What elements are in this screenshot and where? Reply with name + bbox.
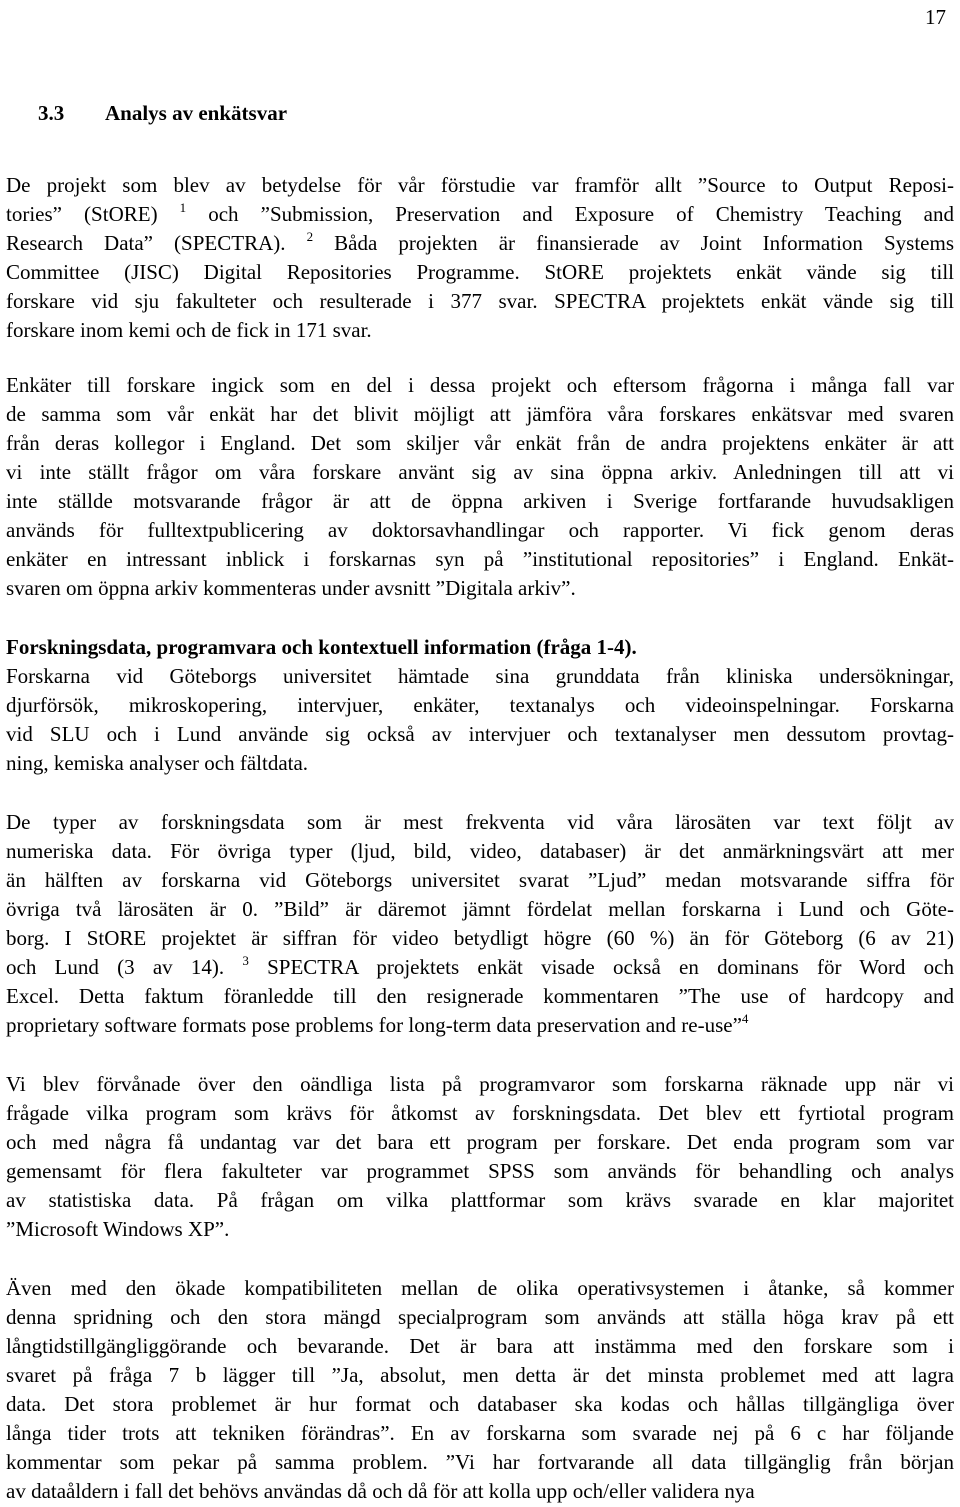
text-line	[6, 924, 954, 953]
text-segment: inte ställde motsvarande frågor är att de öppna arkiven i Sverige fortfarande huvudsakligen	[6, 489, 954, 513]
text-line	[6, 200, 954, 229]
text-segment: svaret på fråga 7 b lägger till ”Ja, absolut, men detta är det minsta problemet med att lagra	[6, 1363, 954, 1387]
text-line	[6, 1477, 954, 1506]
text-line	[6, 487, 954, 516]
text-segment: långtidstillgängliggörande och bevarande. Det är bara att instämma med den forskare som i	[6, 1334, 954, 1358]
text-segment: av dataåldern i fall det behövs användas då och då för att kolla upp och/eller validera nya	[6, 1479, 755, 1503]
text-line	[6, 1390, 954, 1419]
text-line	[6, 1215, 954, 1244]
text-segment: Forskningsdata, programvara och kontextuell information (fråga 1-4).	[6, 635, 637, 659]
text-segment: Vi blev förvånade över den oändliga lista på programvaror som forskarna räknade upp när vi	[6, 1072, 954, 1096]
text-segment: Även med den ökade kompatibiliteten mellan de olika operativsystemen i åtanke, så kommer	[6, 1276, 954, 1300]
text-line	[6, 1128, 954, 1157]
text-line	[6, 837, 954, 866]
text-line	[6, 1332, 954, 1361]
text-segment: ”Microsoft Windows XP”.	[6, 1217, 230, 1241]
text-segment: forskare inom kemi och de fick in 171 svar.	[6, 318, 372, 342]
text-segment: gemensamt för flera fakulteter var programmet SPSS som används för behandling och analys	[6, 1159, 954, 1183]
text-segment: de samma som vår enkät har det blivit möjligt att jämföra våra forskares enkätsvar med svaren	[6, 402, 954, 426]
text-segment: Committee (JISC) Digital Repositories Programme. StORE projektets enkät vände sig till	[6, 260, 954, 284]
text-segment: forskare vid sju fakulteter och resulterade i 377 svar. SPECTRA projektets enkät vände sig till	[6, 289, 954, 313]
text-segment: Excel. Detta faktum föranledde till den resignerade kommentaren ”The use of hardcopy and	[6, 984, 954, 1008]
text-segment: än hälften av forskarna vid Göteborgs universitet svarat ”Ljud” medan motsvarande siffra för	[6, 868, 954, 892]
text-line	[6, 516, 954, 545]
text-line	[6, 1303, 954, 1332]
text-line	[6, 749, 954, 778]
text-line	[6, 1011, 954, 1040]
text-segment: denna spridning och den stora mängd specialprogram som används att ställa höga krav på ett	[6, 1305, 954, 1329]
text-segment: Enkäter till forskare ingick som en del i dessa projekt och eftersom frågorna i många fall var	[6, 373, 954, 397]
section-number: 3.3	[38, 101, 65, 125]
text-segment: De typer av forskningsdata som är mest frekventa vid våra lärosäten var text följt av	[6, 810, 954, 834]
text-line	[6, 545, 954, 574]
text-line	[6, 229, 954, 258]
text-line	[6, 1274, 954, 1303]
text-segment: svaren om öppna arkiv kommenteras under avsnitt ”Digitala arkiv”.	[6, 576, 576, 600]
text-segment: SPECTRA projektets enkät visade också en dominans för Word och	[248, 955, 954, 979]
text-segment: och ”Submission, Preservation and Exposure of Chemistry Teaching and	[186, 202, 954, 226]
text-line	[6, 1361, 954, 1390]
text-line	[6, 1186, 954, 1215]
text-segment: proprietary software formats pose problems for long-term data preservation and re-use”	[6, 1013, 742, 1037]
text-segment: kommentar som pekar på samma problem. ”Vi har fortvarande all data tillgänglig från början	[6, 1450, 954, 1474]
text-line	[6, 371, 954, 400]
text-line	[6, 808, 954, 837]
section-title: Analys av enkätsvar	[105, 101, 288, 125]
text-line	[6, 1070, 954, 1099]
footnote-ref[interactable]: 3	[242, 953, 249, 968]
text-segment: Research Data” (SPECTRA).	[6, 231, 307, 255]
text-line	[6, 691, 954, 720]
text-line	[6, 982, 954, 1011]
text-line	[6, 400, 954, 429]
text-line	[6, 287, 954, 316]
text-segment: vi inte ställt frågor om våra forskare använt sig av sina öppna arkiv. Anledningen till att vi	[6, 460, 954, 484]
text-line	[6, 171, 954, 200]
text-segment: djurförsök, mikroskopering, intervjuer, enkäter, textanalys och videoinspelningar. Forskarna	[6, 693, 954, 717]
page-number: 17	[925, 5, 946, 29]
text-line	[6, 574, 954, 603]
text-segment: Forskarna vid Göteborgs universitet hämtade sina grunddata från kliniska undersökningar,	[6, 664, 954, 688]
text-segment: enkäter en intressant inblick i forskarnas syn på ”institutional repositories” i England. Enkät-	[6, 547, 954, 571]
text-segment: av statistiska data. På frågan om vilka plattformar som krävs svarade en klar majoritet	[6, 1188, 954, 1212]
text-segment: frågade vilka program som krävs för åtkomst av forskningsdata. Det blev ett fyrtiotal program	[6, 1101, 954, 1125]
text-line	[6, 866, 954, 895]
footnote-ref[interactable]: 4	[741, 1011, 749, 1026]
text-segment: tories” (StORE)	[6, 202, 180, 226]
text-segment: borg. I StORE projektet är siffran för video betydligt högre (60 %) än för Göteborg (6 av 21)	[6, 926, 954, 950]
text-line	[6, 1157, 954, 1186]
text-segment: används för fulltextpublicering av doktorsavhandlingar och rapporter. Vi fick genom deras	[6, 518, 954, 542]
text-line	[6, 662, 954, 691]
text-line	[6, 720, 954, 749]
section-heading	[38, 99, 287, 128]
text-line	[6, 429, 954, 458]
subheading-line	[6, 633, 954, 662]
text-line	[6, 895, 954, 924]
text-line	[6, 1099, 954, 1128]
footnote-ref[interactable]: 2	[306, 229, 314, 244]
text-segment: De projekt som blev av betydelse för vår förstudie var framför allt ”Source to Output Reposi-	[6, 173, 954, 197]
text-segment: övriga två lärosäten är 0. ”Bild” är däremot jämnt fördelat mellan forskarna i Lund och Göte-	[6, 897, 954, 921]
text-segment: från deras kollegor i England. Det som skiljer vår enkät från de andra projektens enkäter är att	[6, 431, 954, 455]
text-segment: och Lund (3 av 14).	[6, 955, 243, 979]
text-line	[6, 258, 954, 287]
text-segment: långa tider trots att tekniken förändras”. En av forskarna som svarade nej på 6 c har följande	[6, 1421, 954, 1445]
text-line	[6, 953, 954, 982]
text-segment: ning, kemiska analyser och fältdata.	[6, 751, 309, 775]
text-line	[6, 1448, 954, 1477]
text-segment: vid SLU och i Lund använde sig också av intervjuer och textanalyser men dessutom provtag-	[6, 722, 954, 746]
footnote-ref[interactable]: 1	[179, 200, 187, 215]
text-segment: Båda projekten är finansierade av Joint Information Systems	[313, 231, 954, 255]
text-segment: data. Det stora problemet är hur format och databaser ska kodas och hållas tillgängliga över	[6, 1392, 954, 1416]
text-segment: och med några få undantag var det bara ett program per forskare. Det enda program som var	[6, 1130, 954, 1154]
text-line	[6, 1419, 954, 1448]
text-line	[6, 316, 954, 345]
text-segment: numeriska data. För övriga typer (ljud, bild, video, databaser) är det anmärkningsvärt att mer	[6, 839, 954, 863]
text-line	[6, 458, 954, 487]
